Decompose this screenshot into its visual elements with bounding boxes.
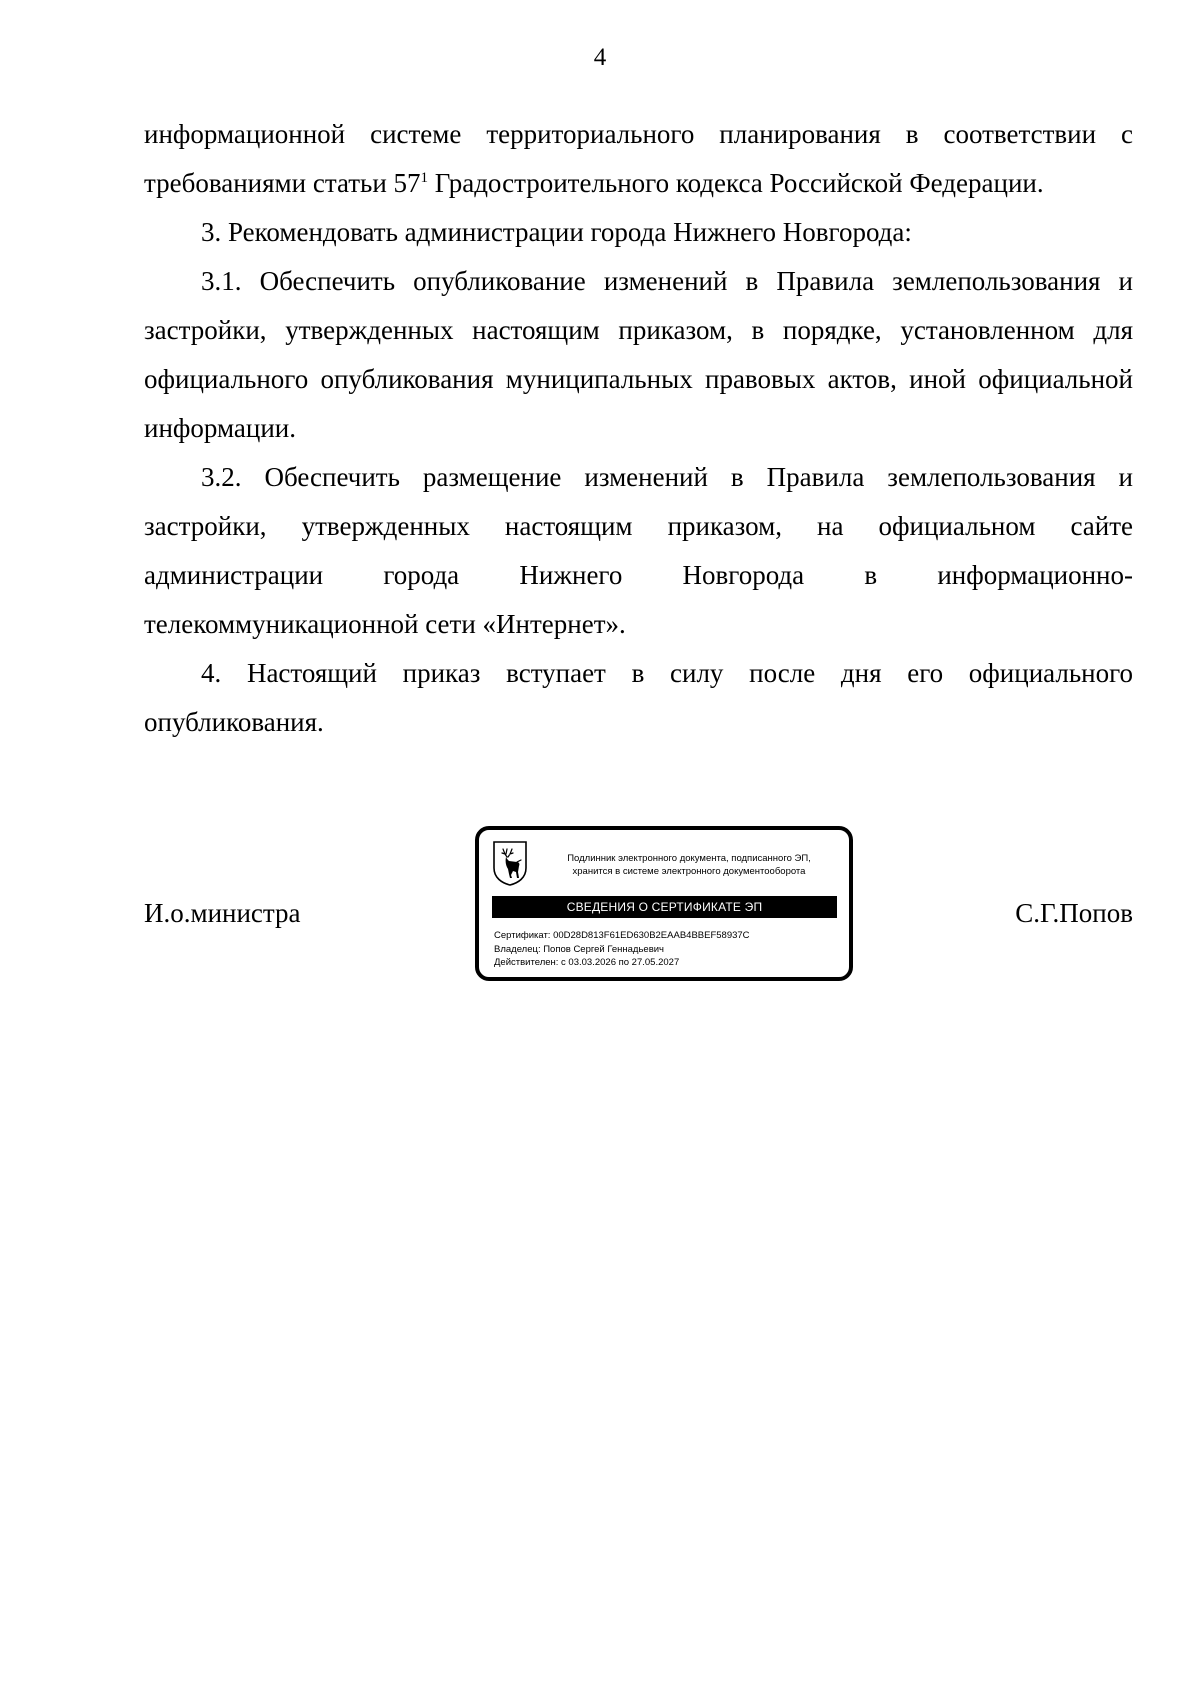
certificate-validity: Действителен: с 03.03.2026 по 27.05.2027: [494, 957, 680, 968]
superscript-article-index: 1: [420, 170, 429, 186]
paragraph-text: информационной системе территориального планирования в соответствии с требованиями статьи 57: [144, 119, 1133, 198]
signatory-name: С.Г.Попов: [1015, 898, 1133, 928]
certificate-number: Сертификат: 00D28D813F61ED630B2EAAB4BBEF58937C: [494, 930, 750, 941]
signatory-role: И.о.министра: [144, 898, 301, 928]
paragraph-item-3-2: 3.2. Обеспечить размещение изменений в Правила землепользования и застройки, утвержденных настоящим приказом, на официальном сайте администрации города Нижнего Новгорода в информационно-телекоммуникационной сети «Интернет».: [144, 462, 1133, 639]
stamp-heading-line: Подлинник электронного документа, подписанного ЭП,: [567, 853, 811, 864]
stamp-heading-line: хранится в системе электронного документооборота: [572, 866, 806, 877]
nizhny-novgorod-deer-emblem-icon: [492, 840, 528, 886]
paragraph-item-3-1: 3.1. Обеспечить опубликование изменений в Правила землепользования и застройки, утвержденных настоящим приказом, в порядке, установленном для официального опубликования муниципальных правовых актов, иной официальной информации.: [144, 266, 1133, 443]
paragraph-item-4: 4. Настоящий приказ вступает в силу после дня его официального опубликования.: [144, 658, 1133, 737]
certificate-owner: Владелец: Попов Сергей Геннадьевич: [494, 943, 665, 955]
paragraph-item-3: 3. Рекомендовать администрации города Нижнего Новгорода:: [201, 217, 912, 247]
certificate-details: [494, 929, 839, 970]
stamp-banner: СВЕДЕНИЯ О СЕРТИФИКАТЕ ЭП: [492, 896, 837, 918]
electronic-signature-stamp: [475, 826, 853, 981]
paragraph-text: Градостроительного кодекса Российской Федерации.: [428, 168, 1044, 198]
paragraph-continuation: [144, 110, 1133, 208]
stamp-heading: [539, 852, 839, 878]
page-number: 4: [593, 44, 607, 71]
document-body: [144, 110, 1133, 747]
